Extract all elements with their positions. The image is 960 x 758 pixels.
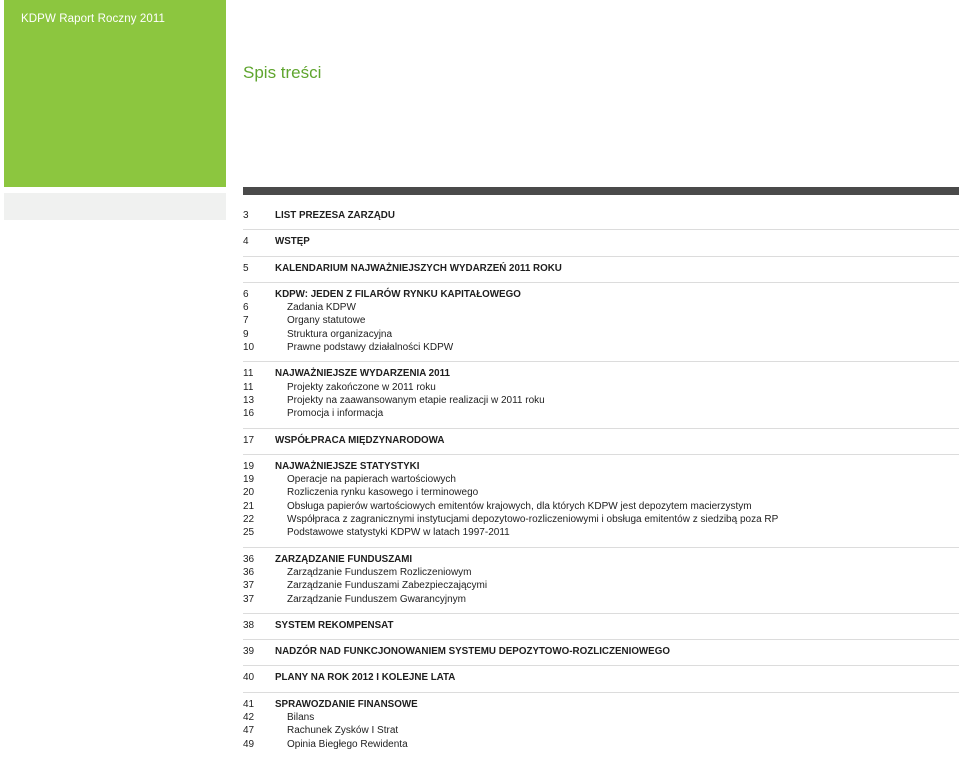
toc-section-title: PLANY NA ROK 2012 I KOLEJNE LATA [275, 672, 456, 684]
toc-page-number: 42 [243, 712, 255, 724]
toc-subsection-item[interactable] [243, 526, 959, 539]
toc-section-heading[interactable] [243, 367, 959, 380]
toc-section-heading[interactable] [243, 460, 959, 473]
toc-section-heading[interactable] [243, 619, 959, 632]
toc-section-heading[interactable] [243, 645, 959, 658]
toc-section [243, 204, 959, 230]
toc-section [243, 548, 959, 614]
toc-page-number: 19 [243, 474, 255, 486]
toc-subsection-title: Struktura organizacyjna [287, 328, 393, 340]
toc-subsection-title: Rozliczenia rynku kasowego i terminowego [287, 487, 479, 499]
toc-subsection-title: Promocja i informacja [287, 408, 384, 420]
decorative-gray-strip [4, 193, 226, 220]
report-brand: KDPW Raport Roczny 2011 [21, 13, 165, 25]
toc-section-title: ZARZĄDZANIE FUNDUSZAMI [275, 553, 413, 565]
toc-subsection-item[interactable] [243, 473, 959, 486]
toc-subsection-title: Obsługa papierów wartościowych emitentów krajowych, dla których KDPW jest depozytem macierzystym [287, 500, 752, 512]
toc-page-number: 20 [243, 487, 255, 499]
toc-subsection-item[interactable] [243, 513, 959, 526]
toc-section-title: KALENDARIUM NAJWAŻNIEJSZYCH WYDARZEŃ 2011 ROKU [275, 262, 562, 274]
toc-subsection-item[interactable] [243, 486, 959, 499]
toc-page-number: 6 [243, 302, 249, 314]
table-of-contents [243, 204, 959, 758]
toc-section-heading[interactable] [243, 434, 959, 447]
toc-subsection-title: Podstawowe statystyki KDPW w latach 1997-2011 [287, 527, 510, 539]
toc-subsection-item[interactable] [243, 407, 959, 420]
toc-section-heading[interactable] [243, 235, 959, 248]
toc-section-heading[interactable] [243, 288, 959, 301]
toc-section-title: WSPÓŁPRACA MIĘDZYNARODOWA [275, 434, 445, 446]
toc-section [243, 283, 959, 362]
toc-section-title: WSTĘP [275, 236, 310, 248]
toc-section [243, 693, 959, 758]
toc-section [243, 230, 959, 256]
toc-section-heading[interactable] [243, 671, 959, 684]
toc-page-number: 11 [243, 381, 254, 393]
toc-section-title: SPRAWOZDANIE FINANSOWE [275, 698, 418, 710]
toc-section-heading[interactable] [243, 262, 959, 275]
toc-section [243, 362, 959, 428]
toc-page-number: 41 [243, 698, 255, 710]
header-green-panel [4, 0, 226, 187]
toc-section-title: KDPW: JEDEN Z FILARÓW RYNKU KAPITAŁOWEGO [275, 288, 521, 300]
toc-section-title: NAJWAŻNIEJSZE STATYSTYKI [275, 460, 420, 472]
toc-page-number: 21 [243, 500, 255, 512]
toc-subsection-title: Rachunek Zysków I Strat [287, 725, 399, 737]
toc-subsection-title: Opinia Biegłego Rewidenta [287, 738, 408, 750]
toc-page-number: 4 [243, 236, 249, 248]
toc-page-number: 5 [243, 262, 249, 274]
toc-subsection-title: Zadania KDPW [287, 302, 356, 314]
toc-section-heading[interactable] [243, 553, 959, 566]
toc-section-title: NADZÓR NAD FUNKCJONOWANIEM SYSTEMU DEPOZYTOWO-ROZLICZENIOWEGO [275, 646, 670, 658]
toc-section [243, 666, 959, 692]
toc-subsection-title: Zarządzanie Funduszem Rozliczeniowym [287, 566, 472, 578]
toc-section-title: LIST PREZESA ZARZĄDU [275, 210, 395, 221]
toc-page-number: 17 [243, 434, 255, 446]
toc-page-number: 40 [243, 672, 255, 684]
toc-page-number: 7 [243, 315, 249, 327]
toc-page-number: 47 [243, 725, 255, 737]
toc-page-number: 16 [243, 408, 255, 420]
toc-subsection-title: Bilans [287, 712, 315, 724]
toc-subsection-item[interactable] [243, 381, 959, 394]
toc-page-number: 10 [243, 342, 255, 354]
toc-page-number: 39 [243, 646, 255, 658]
toc-subsection-title: Współpraca z zagranicznymi instytucjami depozytowo-rozliczeniowymi i obsługa emitentów z siedzibą poza RP [287, 514, 779, 526]
toc-section [243, 640, 959, 666]
toc-section [243, 455, 959, 548]
toc-page-number: 13 [243, 394, 255, 406]
toc-page-number: 22 [243, 514, 255, 526]
toc-subsection-title: Zarządzanie Funduszem Gwarancyjnym [287, 593, 466, 605]
toc-subsection-item[interactable] [243, 500, 959, 513]
toc-subsection-item[interactable] [243, 579, 959, 592]
toc-section-title: NAJWAŻNIEJSZE WYDARZENIA 2011 [275, 368, 450, 380]
toc-page-number: 36 [243, 566, 255, 578]
toc-subsection-item[interactable] [243, 566, 959, 579]
toc-subsection-item[interactable] [243, 394, 959, 407]
toc-page-number: 37 [243, 593, 255, 605]
toc-section-title: SYSTEM REKOMPENSAT [275, 619, 394, 631]
toc-section-heading[interactable] [243, 209, 959, 222]
toc-subsection-item[interactable] [243, 328, 959, 341]
toc-page-number: 36 [243, 553, 255, 565]
toc-subsection-title: Operacje na papierach wartościowych [287, 474, 456, 486]
toc-subsection-title: Projekty zakończone w 2011 roku [287, 381, 436, 393]
toc-subsection-title: Prawne podstawy działalności KDPW [287, 342, 454, 354]
toc-page-number: 9 [243, 328, 249, 340]
toc-section-heading[interactable] [243, 698, 959, 711]
page-title: Spis treści [243, 63, 322, 82]
toc-page-number: 6 [243, 288, 249, 300]
toc-subsection-item[interactable] [243, 314, 959, 327]
toc-page-number: 49 [243, 738, 255, 750]
toc-subsection-item[interactable] [243, 593, 959, 606]
toc-page-number: 3 [243, 210, 249, 221]
toc-subsection-item[interactable] [243, 711, 959, 724]
toc-section [243, 257, 959, 283]
toc-section [243, 614, 959, 640]
toc-page-number: 37 [243, 580, 255, 592]
toc-section [243, 429, 959, 455]
toc-subsection-item[interactable] [243, 341, 959, 354]
toc-subsection-title: Organy statutowe [287, 315, 366, 327]
toc-page-number: 25 [243, 527, 255, 539]
title-divider-bar [243, 187, 959, 195]
toc-page-number: 11 [243, 368, 254, 380]
toc-subsection-title: Zarządzanie Funduszami Zabezpieczającymi [287, 580, 488, 592]
toc-page-number: 38 [243, 619, 255, 631]
toc-subsection-item[interactable] [243, 724, 959, 737]
toc-subsection-item[interactable] [243, 301, 959, 314]
toc-page-number: 19 [243, 460, 255, 472]
toc-subsection-title: Projekty na zaawansowanym etapie realizacji w 2011 roku [287, 394, 545, 406]
